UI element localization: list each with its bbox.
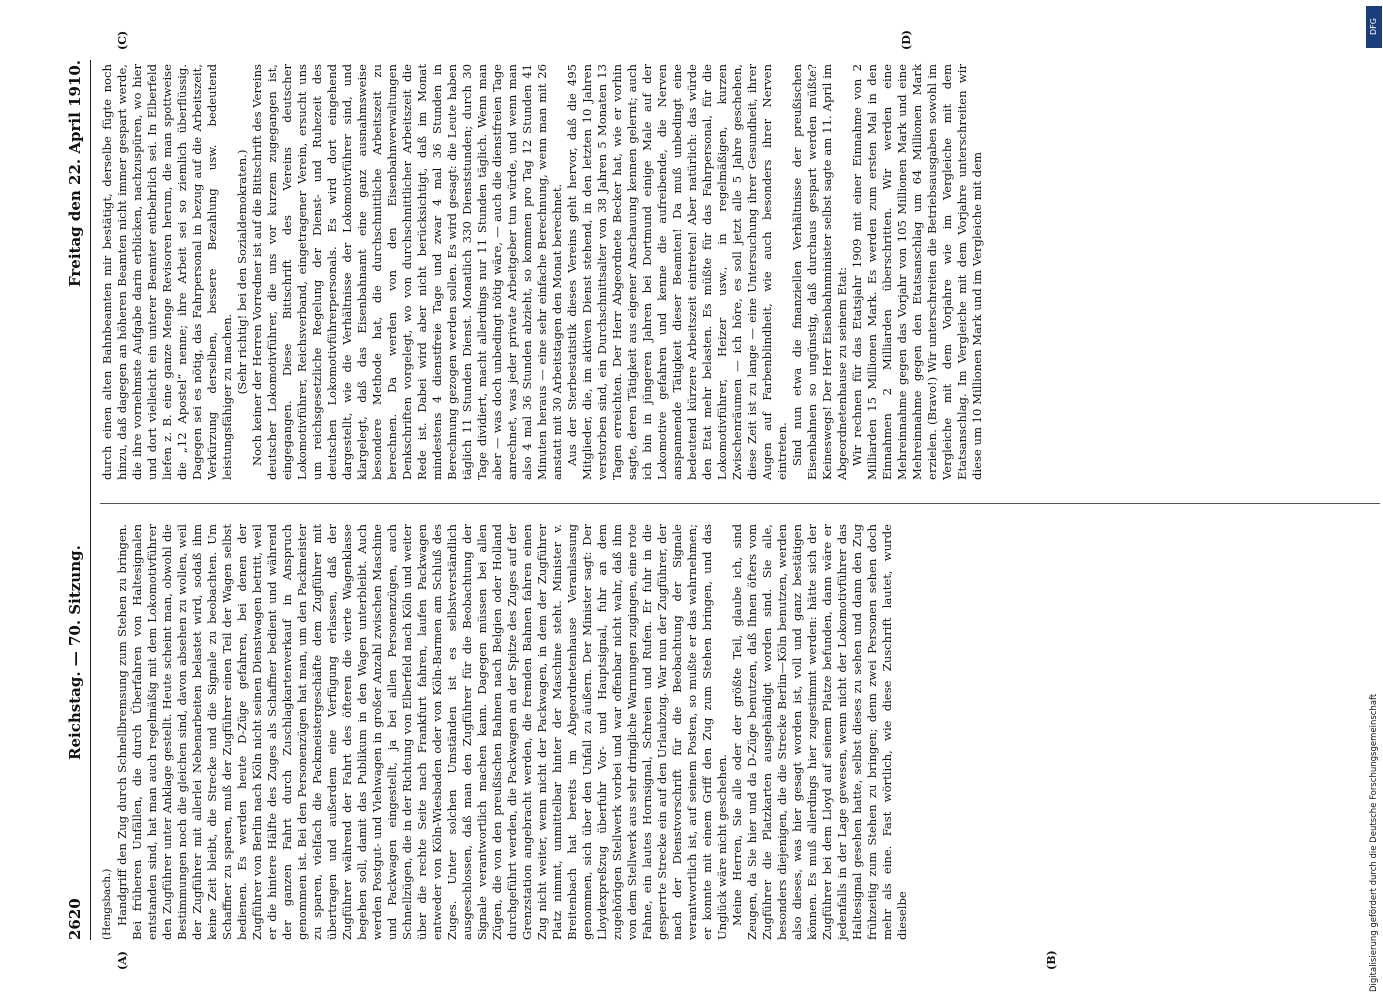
session-title: Reichstag. — 70. Sitzung.	[66, 545, 84, 760]
margin-mark-d: (D)	[900, 30, 913, 50]
quotation: Wir rechnen für das Etatsjahr 1909 mit einer Einnahme von 2 Milliarden 15 Millionen Mark. Es werden zum ersten Mal in den Einnahmen 2 Milliarden überschritten. Wir werden eine Mehreinnahme gegen das Vorjahr von 105 Millionen Mark und eine Mehreinnahme gegen den Etatsanschlag um 64 Millionen Mark erzielen. (Bravo!) Wir unterschreiten die Betriebsausgaben sowohl im Vergleiche mit dem Vorjahre wie im Vergleiche mit dem Etatsanschlag. Im Vergleiche mit dem Vorjahre unterschreiten wir diese um 10 Millionen Mark und im Vergleiche mit dem	[850, 64, 984, 480]
paragraph: Handgriff den Zug durch Schnellbremsung zum Stehen zu bringen. Bei früheren Unfällen, die durch Überfahren von Haltesignalen entstanden sind, hat man auch regelmäßig mit dem Lokomotivführer den Zugführer unter Anklage gestellt. Heute scheint man, obwohl die Bestimmungen noch die gleichen sind, davon absehen zu wollen, weil der Zugführer mit allerlei Nebenarbeiten belastet wird, sodaß ihm keine Zeit bleibt, die Strecke und die Signale zu beobachten. Um Schaffner zu sparen, muß der Zugführer einen Teil der Wagen selbst bedienen. Es werden heute D-Züge gefahren, bei denen der Zugführer von Berlin nach Köln nicht seinen Dienstwagen betritt, weil er die hintere Hälfte des Zuges als Schaffner bedient und während der ganzen Fahrt durch Zuschlagkartenverkauf in Anspruch genommen ist. Bei den Personenzügen hat man, um den Packmeister zu sparen, vielfach die Packmeistergeschäfte dem Zugführer mit übertragen und außerdem eine Verfügung erlassen, daß der Zugführer während der Fahrt des öfteren die vierte Wagenklasse begehen soll, damit das Publikum in den Wagen unterbleibt. Auch werden Postgut- und Viehwagen in großer Anzahl zwischen Maschine und Packwagen eingestellt, ja bei allen Personenzügen, auch Schnellzügen, die in der Richtung von Elberfeld nach Köln und weiter über die rechte Seite nach Frankfurt fahren, laufen Packwagen entweder von Köln-Wiesbaden oder von Köln-Barmen am Schluß des Zuges. Unter solchen Umständen ist es selbstverständlich ausgeschlossen, daß man den Zugführer für die Beobachtung der Signale verantwortlich machen kann. Dagegen müssen bei allen Zügen, die von den preußischen Bahnen nach Belgien oder Holland durchgeführt werden, die Packwagen an der Spitze des Zuges auf der Grenzstation angebracht werden, die fremden Bahnen fahren einen Zug nicht weiter, wenn nicht der Packwagen, in dem der Zugführer Platz nimmt, unmittelbar hinter der Maschine steht. Minister v. Breitenbach hat bereits im Abgeordnetenhause Veranlassung genommen, sich über den Unfall zu äußern. Der Minister sagt: Der Lloydexpreßzug überfuhr Vor- und Hauptsignal, fuhr an dem zugehörigen Stellwerk vorbei und war offenbar nicht wahr, daß ihm von dem Stellwerk aus sehr dringliche Warnungen zugingen, eine rote Fahne, ein lautes Hornsignal, Schreien und Rufen. Er fuhr in die gesperrte Strecke ein auf den Urlaubzug. War nun der Zugführer, der nach der Dienstvorschrift für die Beobachtung der Signale verantwortlich ist, auf seinem Posten, so mußte er das wahrnehmen; er konnte mit einem Griff den Zug zum Stehen bringen, und das Unglück wäre nicht geschehen.	[115, 524, 729, 940]
paragraph: Aus der Sterbestatistik dieses Vereins geht hervor, daß die 495 Mitglieder, die, im aktiven Dienst stehend, in den letzten 10 Jahren verstorben sind, ein Durchschnittsalter von 38 Jahren 5 Monaten 13 Tagen erreichten. Der Herr Abgeordnete Becker hat, wie er vorhin sagte, deren Tätigkeit aus eigener Anschauung kennen gelernt; auch ich bin in jüngeren Jahren bei Dortmund einige Male auf der Lokomotive gefahren und kenne die aufreibende, die Nerven anspannende Tätigkeit dieser Beamten! Da muß unbedingt eine bedeutend kürzere Arbeitszeit eintreten! Aber natürlich: das würde den Etat mehr belasten. Es müßte für das Fahrpersonal, für die Lokomotivführer, Heizer usw., in regelmäßigen, kurzen Zwischenräumen — ich höre, es soll jetzt alle 5 Jahre geschehen, diese Zeit ist zu lange — eine Untersuchung ihrer Gesundheit, ihrer Augen auf Farbenblindheit, wie auch besonders ihrer Nerven eintreten.	[565, 64, 789, 480]
paragraph: Meine Herren, Sie alle oder der größte Teil, glaube ich, sind Zeugen, da Sie hier und da D-Züge benutzen, daß Ihnen öfters vom Zugführer die Platzkarten ausgehändigt worden sind. Sie alle, besonders diejenigen, die die Strecke Berlin—Köln benutzen, werden also dieses, was hier gesagt worden ist, voll und ganz bestätigen können. Es muß allerdings hier zugestimmt werden: hätte sich der Zugführer bei dem Lloyd auf seinem Platze befunden, dann wäre er jedenfalls in der Lage gewesen, wenn nicht der Lokomotivführer das Haltesignal gesehen hatte, selbst dieses zu sehen und dann den Zug frühzeitig zum Stehen zu bringen; denn zwei Personen sehen doch mehr als eine. Fast wörtlich, wie diese Zuschrift lautet, wurde dieselbe	[730, 524, 909, 940]
paragraph: Noch keiner der Herren Vorredner ist auf die Bittschrift des Vereins deutscher Lokomotivführer, die uns vor kurzem zugegangen ist, eingegangen. Diese Bittschrift des Vereins deutscher Lokomotivführer, Reichsverband, eingetragener Verein, ersucht uns um reichsgesetzliche Regelung der Dienst- und Ruhezeit des deutschen Lokomotivführerpersonals. Es wird dort eingehend dargestellt, wie die Verhältnisse der Lokomotivführer sind, und klargelegt, daß das Eisenbahnamt eine ganz ausnahmsweise besondere Methode hat, die durchschnittliche Arbeitszeit zu berechnen. Da werden von den Eisenbahnverwaltungen Denkschriften vorgelegt, wo von durchschnittlicher Arbeitszeit die Rede ist. Dabei wird aber nicht berücksichtigt, daß im Monat mindestens 4 dienstfreie Tage und zwar 4 mal 36 Stunden in Berechnung gezogen werden sollen. Es wird gesagt: die Leute haben täglich 11 Stunden Dienst. Monatlich 330 Dienststunden; durch 30 Tage dividiert, macht allerdings nur 11 Stunden täglich. Wenn man aber — was doch unbedingt nötig wäre, — auch die dienstfreien Tage anrechnet, was jeder private Arbeitgeber tun würde, und wenn man also 4 mal 36 Stunden abzieht, so kommen pro Tag 12 Stunden 41 Minuten heraus — eine sehr einfache Berechnung, wenn man mit 26 anstatt mit 30 Arbeitstagen den Monat berechnet.	[250, 64, 564, 480]
paragraph: durch einen alten Bahnbeamten mir bestätigt, derselbe fügte noch hinzu, daß dagegen an höheren Beamten nicht immer gespart werde, die ihre vornehmste Aufgabe darin erblicken, nachzuspüren, wo hier und dort vielleicht ein unterer Beamter entbehrlich sei. In Elberfeld liefen z. B. eine ganze Menge Revisoren herum, die man spottweise die „12 Apostel“ nenne; ihre Arbeit sei so ziemlich überflüssig. Dagegen sei es nötig, das Fahrpersonal in bezug auf die Arbeitszeit, Verkürzung derselben, bessere Bezahlung usw. bedeutend leistungsfähiger zu machen.	[100, 64, 234, 480]
page-header	[60, 60, 91, 940]
margin-mark-c: (C)	[116, 30, 129, 50]
page-number: 2620	[66, 898, 84, 940]
margin-mark-a: (A)	[116, 951, 129, 970]
interjection: (Sehr richtig! bei den Sozialdemokraten.)	[235, 149, 249, 395]
margin-mark-b: (B)	[1045, 950, 1058, 970]
right-column	[100, 64, 985, 480]
column-divider	[100, 503, 1380, 504]
paragraph: Sind nun etwa die finanziellen Verhältnisse der preußischen Eisenbahnen so ungünstig, daß durchaus gespart werden müßte? Keineswegs! Der Herr Eisenbahnminister selbst sagte am 11. April im Abgeordnetenhause zu seinem Etat:	[790, 64, 849, 480]
left-column	[100, 524, 910, 940]
session-date: Freitag den 22. April 1910.	[66, 60, 84, 287]
dfg-logo: DFG	[1366, 6, 1382, 48]
digitization-credit	[1368, 8, 1380, 992]
speaker-tag: (Hengsbach.)	[101, 868, 113, 940]
credit-text: Digitalisierung gefördert durch die Deutsche Forschungsgemeinschaft	[1369, 693, 1379, 992]
